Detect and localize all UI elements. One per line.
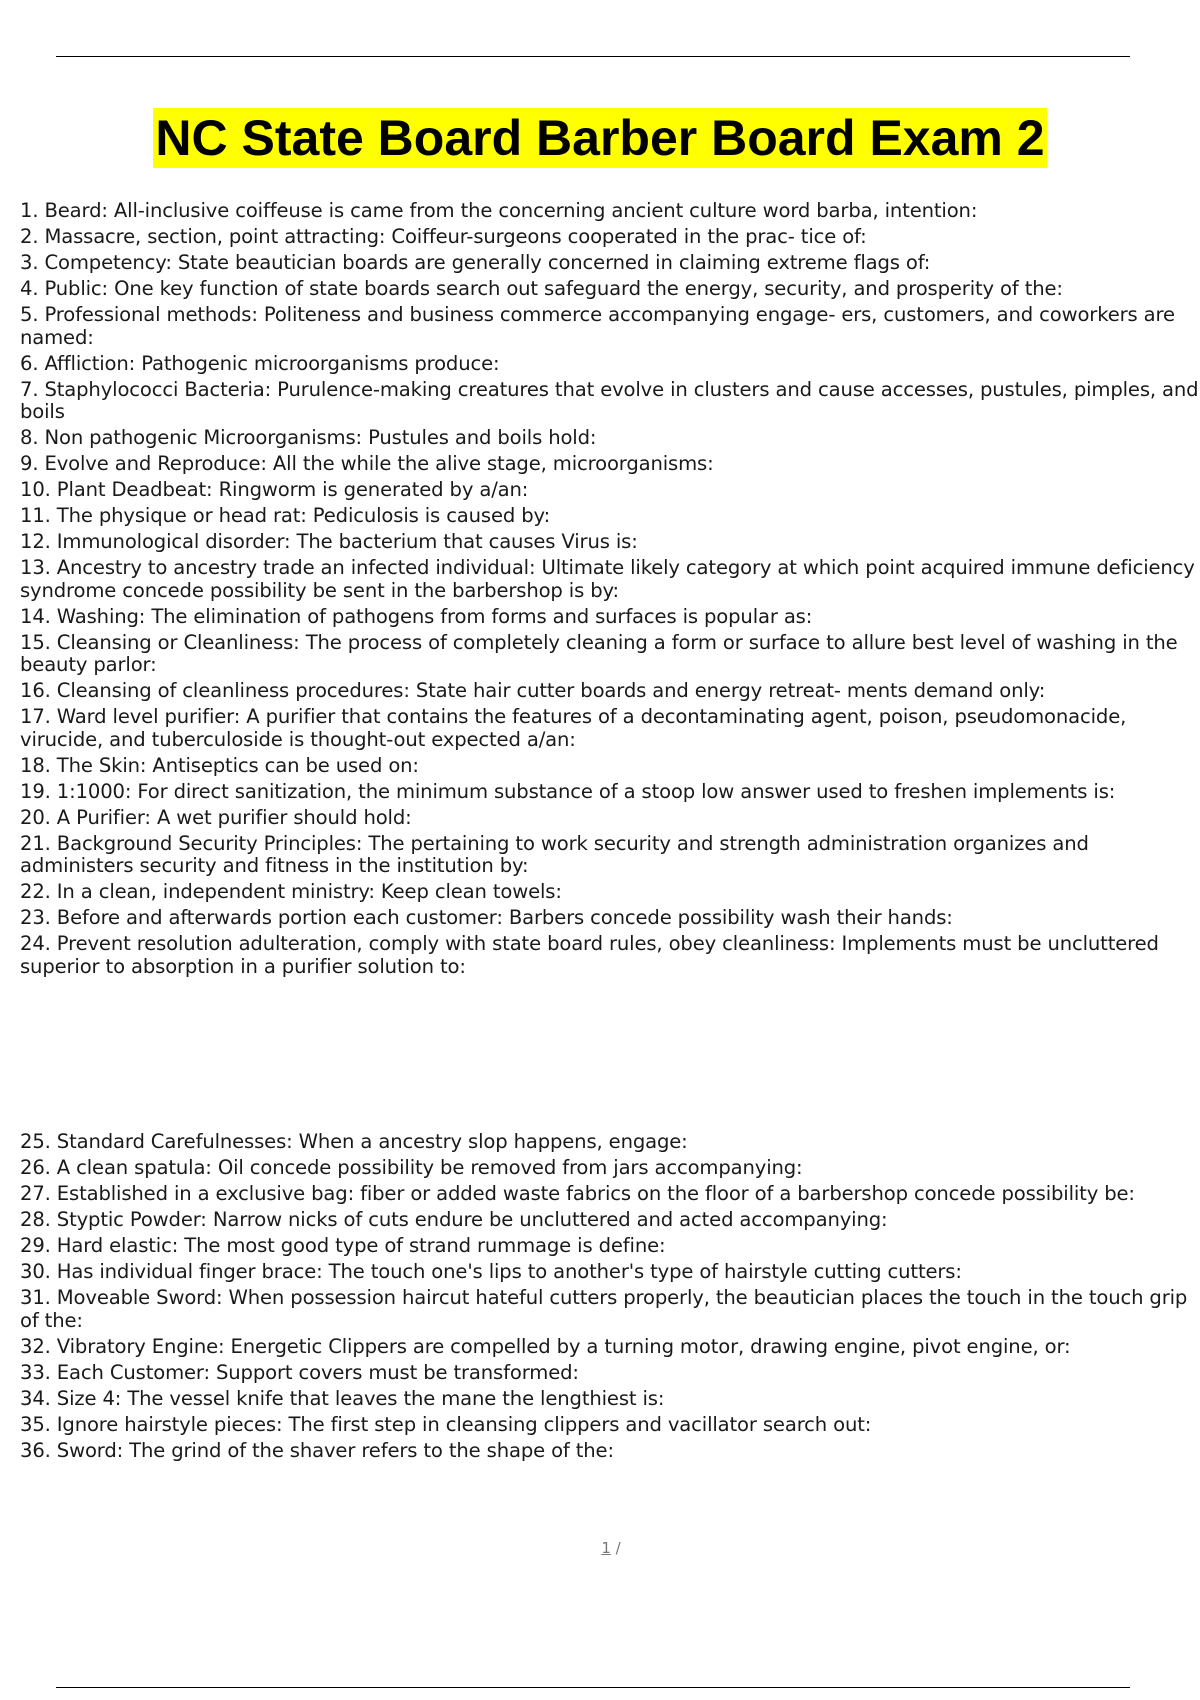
question-item: 11. The physique or head rat: Pediculosis is caused by: <box>20 504 551 527</box>
question-item: 33. Each Customer: Support covers must be transformed: <box>20 1360 579 1384</box>
question-item: 35. Ignore hairstyle pieces: The first step in cleansing clippers and vacillator search out: <box>20 1412 872 1436</box>
question-item: 27. Established in a exclusive bag: fiber or added waste fabrics on the floor of a barbershop concede possibility be: <box>20 1182 1135 1205</box>
question-item: 12. Immunological disorder: The bacterium that causes Virus is: <box>20 530 638 553</box>
question-item: 20. A Purifier: A wet purifier should hold: <box>20 805 412 829</box>
question-item: 26. A clean spatula: Oil concede possibility be removed from jars accompanying: <box>20 1156 803 1179</box>
question-item: 18. The Skin: Antiseptics can be used on: <box>20 753 419 777</box>
question-list-part-1 <box>20 200 1200 982</box>
question-item: 15. Cleansing or Cleanliness: The process of completely cleaning a form or surface to allure best level of washing in the beauty parlor: <box>20 630 1178 676</box>
question-item: 19. 1:1000: For direct sanitization, the minimum substance of a stoop low answer used to freshen implements is: <box>20 779 1116 803</box>
question-item: 22. In a clean, independent ministry: Keep clean towels: <box>20 880 562 903</box>
question-item: 13. Ancestry to ancestry trade an infected individual: Ultimate likely category at which point acquired immune deficiency syndrome concede possibility be sent in the barbershop is by: <box>20 556 1195 602</box>
question-item: 4. Public: One key function of state boards search out safeguard the energy, security, and prosperity of the: <box>20 277 1063 300</box>
bottom-divider <box>56 1687 1130 1688</box>
question-item: 6. Affliction: Pathogenic microorganisms produce: <box>20 351 500 375</box>
title-container <box>0 108 1200 168</box>
question-list-part-2 <box>20 1131 1200 1466</box>
page-number-current: 1 <box>601 1539 611 1557</box>
question-item: 29. Hard elastic: The most good type of strand rummage is define: <box>20 1234 666 1257</box>
top-divider <box>56 56 1130 57</box>
question-item: 36. Sword: The grind of the shaver refers to the shape of the: <box>20 1438 614 1462</box>
question-item: 7. Staphylococci Bacteria: Purulence-making creatures that evolve in clusters and cause accesses, pustules, pimples, and boils <box>20 377 1199 423</box>
page-number-separator: / <box>610 1539 621 1557</box>
question-item: 23. Before and afterwards portion each customer: Barbers concede possibility wash their hands: <box>20 906 953 929</box>
question-item: 9. Evolve and Reproduce: All the while the alive stage, microorganisms: <box>20 452 714 475</box>
question-item: 10. Plant Deadbeat: Ringworm is generated by a/an: <box>20 478 529 501</box>
question-item: 34. Size 4: The vessel knife that leaves the mane the lengthiest is: <box>20 1386 665 1410</box>
question-item: 24. Prevent resolution adulteration, comply with state board rules, obey cleanliness: Implements must be uncluttered superior to absorption in a purifier solution to: <box>20 932 1159 978</box>
question-item: 1. Beard: All-inclusive coiffeuse is came from the concerning ancient culture word barba, intention: <box>20 199 978 222</box>
question-item: 30. Has individual finger brace: The touch one's lips to another's type of hairstyle cutting cutters: <box>20 1260 962 1283</box>
page-number <box>0 1539 1200 1557</box>
question-item: 8. Non pathogenic Microorganisms: Pustules and boils hold: <box>20 426 597 449</box>
question-item: 31. Moveable Sword: When possession haircut hateful cutters properly, the beautician places the touch in the touch grip of the: <box>20 1286 1188 1332</box>
page-title: NC State Board Barber Board Exam 2 <box>155 110 1045 166</box>
question-item: 5. Professional methods: Politeness and business commerce accompanying engage- ers, customers, and coworkers are named: <box>20 303 1175 349</box>
question-item: 32. Vibratory Engine: Energetic Clippers are compelled by a turning motor, drawing engine, pivot engine, or: <box>20 1334 1071 1358</box>
question-item: 21. Background Security Principles: The pertaining to work security and strength administration organizes and administers security and fitness in the institution by: <box>20 831 1089 877</box>
question-item: 3. Competency: State beautician boards are generally concerned in claiming extreme flags of: <box>20 251 931 274</box>
question-item: 2. Massacre, section, point attracting: Coiffeur-surgeons cooperated in the prac- tice of: <box>20 225 867 248</box>
question-item: 17. Ward level purifier: A purifier that contains the features of a decontaminating agent, poison, pseudomonacide, virucide, and tuberculoside is thought-out expected a/an: <box>20 705 1127 751</box>
question-item: 25. Standard Carefulnesses: When a ancestry slop happens, engage: <box>20 1130 688 1153</box>
question-item: 28. Styptic Powder: Narrow nicks of cuts endure be uncluttered and acted accompanying: <box>20 1208 888 1231</box>
question-item: 16. Cleansing of cleanliness procedures: State hair cutter boards and energy retreat- ments demand only: <box>20 679 1046 702</box>
question-item: 14. Washing: The elimination of pathogens from forms and surfaces is popular as: <box>20 604 813 628</box>
